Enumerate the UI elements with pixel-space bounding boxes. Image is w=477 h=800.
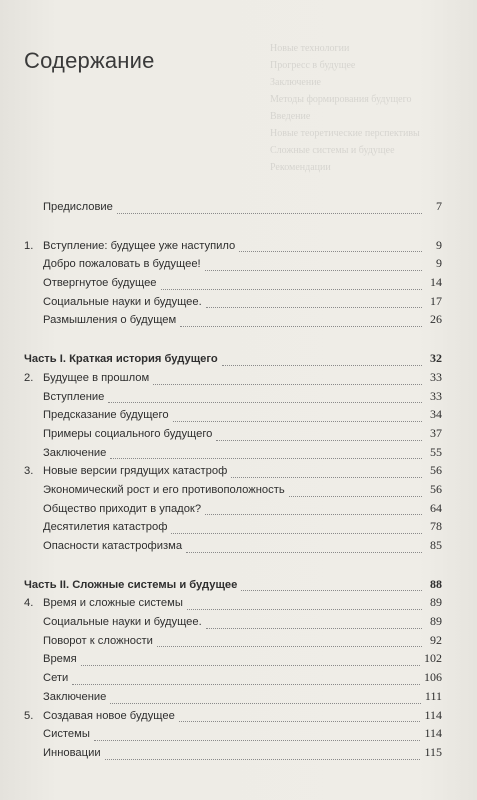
toc-entry-label: Время [43,653,77,666]
toc-page-number: 111 [424,688,442,703]
toc-page-number: 78 [430,519,442,534]
toc-entry-label: Часть II. Сложные системы и будущее [24,578,238,591]
section-gap [24,331,442,351]
dot-leader [110,457,422,459]
toc-page-number: 88 [430,576,442,591]
toc-entry-label: Размышления о будущем [43,314,177,327]
toc-entry [24,275,442,294]
page-title: Содержание [24,48,155,73]
toc-entry-label: Предсказание будущего [43,409,169,422]
bleed-through-line [270,108,460,125]
toc-entry-label: Опасности катастрофизма [43,540,183,552]
dot-leader [222,364,422,366]
toc-entry [24,463,442,482]
toc-page-number: 56 [430,463,442,478]
toc-entry [24,745,442,764]
bleed-through-text [270,40,460,176]
toc-entry [24,651,442,670]
dot-leader [105,758,421,760]
toc-page-number: 106 [424,670,442,685]
toc-entry-number: 4. [24,597,34,610]
toc-entry [24,312,442,331]
toc-entry [24,708,442,727]
dot-leader [110,702,421,704]
toc-entry-label: Социальные науки и будущее. [43,295,202,308]
toc-page-number: 89 [430,614,442,629]
toc-entry [24,370,442,389]
dot-leader [206,627,422,629]
toc-page-number: 7 [436,199,442,213]
toc-page-number: 89 [430,595,442,610]
toc-entry [24,689,442,708]
dot-leader [173,420,422,422]
dot-leader [186,551,422,553]
toc-page-number: 37 [430,425,442,440]
dot-leader [72,683,420,685]
toc-entry-label: Добро пожаловать в будущее! [43,258,201,271]
toc-entry [24,595,442,614]
toc-entry [24,726,442,745]
toc-entry-label: Заключение [43,690,107,703]
dot-leader [153,383,422,385]
toc-page-number: 56 [430,481,442,496]
toc-entry-label: Общество приходит в упадок? [43,502,202,515]
toc-entry-label: Заключение [43,446,107,459]
toc-entry-label: Предисловие [43,201,113,213]
toc-page-number: 9 [436,256,442,271]
toc-entry-label: Новые версии грядущих катастроф [43,465,228,478]
toc-entry-label: Будущее в прошлом [43,371,150,384]
toc-entry-label: Социальные науки и будущее. [43,616,202,629]
dot-leader [108,401,422,403]
dot-leader [81,664,420,666]
dot-leader [117,212,422,214]
bleed-through-line [270,91,460,108]
toc-entry [24,389,442,408]
section-gap [24,218,442,238]
toc-entry [24,482,442,501]
toc-entry [24,238,442,257]
toc-entry-label: Десятилетия катастроф [43,521,168,534]
dot-leader [231,476,422,478]
toc-page-number: 114 [424,707,442,722]
toc-page-number: 64 [430,500,442,515]
bleed-through-line [270,74,460,91]
dot-leader [241,589,422,591]
section-gap [24,557,442,577]
toc-page-number: 102 [424,651,442,666]
bleed-through-line-text: Методы формирования будущего [270,94,412,105]
toc-entry-number: 5. [24,709,34,722]
toc-page-number: 115 [424,744,442,759]
toc-entry [24,519,442,538]
bleed-through-line-text: Сложные системы и будущее [270,145,395,156]
toc-entry [24,407,442,426]
toc-page-number: 92 [430,632,442,647]
toc-page-number: 55 [430,444,442,459]
toc-entry [24,294,442,313]
toc-entry-label: Время и сложные системы [43,597,183,610]
toc-entry [24,633,442,652]
dot-leader [171,532,422,534]
bleed-through-line-text: Заключение [270,77,321,88]
toc-entry-label: Создавая новое будущее [43,709,175,722]
toc-page-number: 114 [424,726,442,741]
toc-entry [24,199,442,218]
toc-entry [24,445,442,464]
bleed-through-line-text: Прогресс в будущее [270,60,356,71]
toc-page-number: 32 [430,351,442,366]
toc-entry-label: Экономический рост и его противоположность [43,483,285,496]
toc-entry [24,256,442,275]
dot-leader [216,439,422,441]
toc-entry [24,426,442,445]
bleed-through-line-text: Новые теоретические перспективы [270,128,420,139]
toc-part-heading [24,351,442,370]
table-of-contents [24,199,442,764]
bleed-through-line-text: Новые технологии [270,43,350,54]
toc-page-number: 26 [430,312,442,327]
toc-page-number: 33 [430,369,442,384]
toc-entry [24,614,442,633]
toc-page-number: 17 [430,293,442,308]
dot-leader [187,608,422,610]
toc-entry-label: Вступление: будущее уже наступило [43,239,236,252]
toc-entry [24,538,442,557]
bleed-through-line [270,142,460,159]
bleed-through-line [270,40,460,57]
dot-leader [94,739,421,741]
toc-entry-number: 3. [24,465,34,478]
toc-entry [24,501,442,520]
toc-part-heading [24,577,442,596]
dot-leader [179,720,421,722]
toc-entry-label: Сети [43,672,69,685]
bleed-through-line-text: Рекомендации [270,162,331,173]
toc-page-number: 14 [430,275,442,290]
toc-page-number: 33 [430,388,442,403]
bleed-through-line [270,57,460,74]
toc-page-number: 85 [430,538,442,552]
dot-leader [161,288,422,290]
toc-entry-label: Часть I. Краткая история будущего [24,353,218,366]
toc-page-number: 34 [430,407,442,422]
toc-page-number: 9 [436,237,442,252]
toc-entry-number: 1. [24,239,34,252]
bleed-through-line [270,159,460,176]
toc-entry-label: Примеры социального будущего [43,427,213,440]
bleed-through-line-text: Введение [270,111,311,122]
dot-leader [180,325,422,327]
dot-leader [206,306,422,308]
toc-entry-label: Инновации [43,746,101,759]
toc-entry [24,670,442,689]
toc-entry-label: Отвергнутое будущее [43,277,157,290]
dot-leader [205,513,422,515]
toc-entry-label: Поворот к сложности [43,634,153,647]
toc-entry-label: Системы [43,728,90,741]
toc-entry-number: 2. [24,371,34,384]
toc-entry-label: Вступление [43,390,105,403]
dot-leader [205,269,422,271]
dot-leader [157,645,422,647]
dot-leader [239,250,422,252]
bleed-through-line [270,125,460,142]
dot-leader [289,495,422,497]
